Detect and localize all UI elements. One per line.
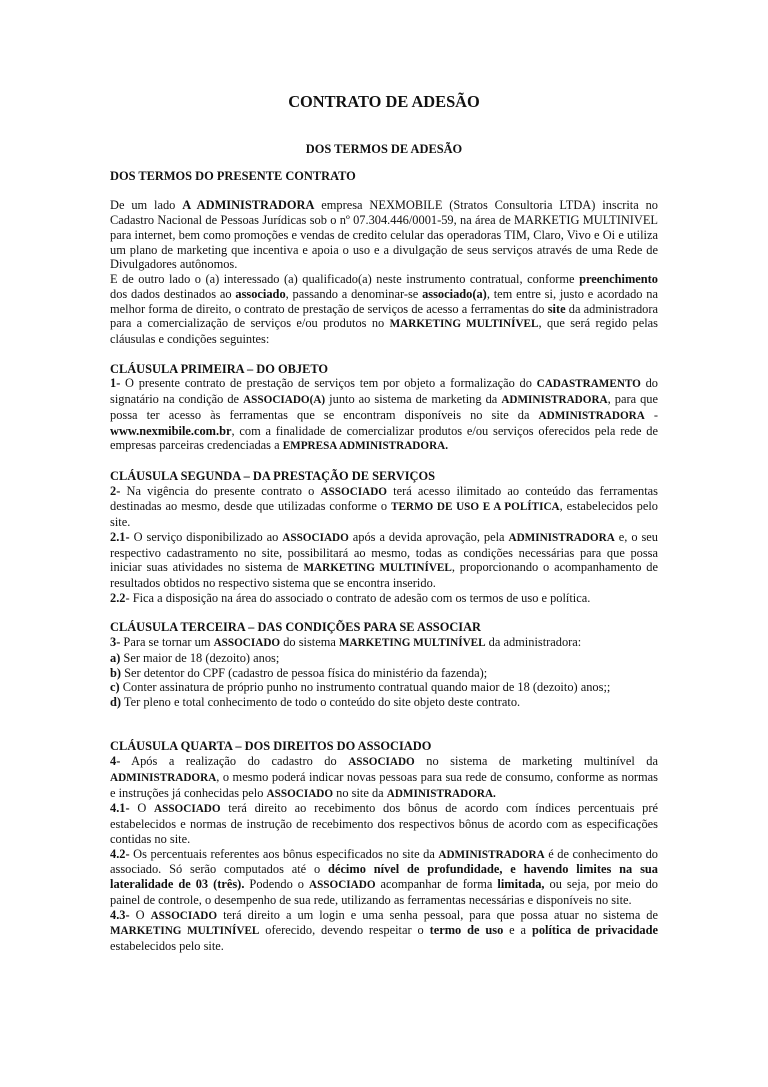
list-item: c) Conter assinatura de próprio punho no instrumento contratual quando maior de 18 (dezoito) anos;;	[110, 680, 611, 695]
clause-4-paragraph-2: 4.1- O ASSOCIADO terá direito ao recebimento dos bônus de acordo com índices percentuais pré estabelecidos e normas de instrução de recebimento dos respectivos bônus de acordo com as especificações contidas no site.	[110, 801, 658, 846]
clause-1-heading: CLÁUSULA PRIMEIRA – DO OBJETO	[110, 361, 329, 376]
clause-4-paragraph-4: 4.3- O ASSOCIADO terá direito a um login e uma senha pessoal, para que possa atuar no sistema de MARKETING MULTINÍVEL oferecido, devendo respeitar o termo de uso e a política de privacidade estabelecidos pelo site.	[110, 907, 658, 953]
list-item: a) Ser maior de 18 (dezoito) anos;	[110, 650, 280, 665]
contract-page	[110, 92, 658, 954]
document-subtitle: DOS TERMOS DE ADESÃO	[305, 142, 463, 156]
clause-2-paragraph-2: 2.1- O serviço disponibilizado ao ASSOCIADO após a devida aprovação, pela ADMINISTRADORA e, o seu respectivo cadastramento no site, possibilitará ao mesmo, todas as condições necessárias para que possa iniciar suas atividades no sistema de MARKETING MULTINÍVEL, proporcionando o acompanhamento de resultados obtidos no respectivo sistema que se encontra inserido.	[110, 529, 659, 590]
list-item: b) Ser detentor do CPF (cadastro de pessoa física do ministério da fazenda);	[110, 665, 488, 680]
document-title: CONTRATO DE ADESÃO	[288, 92, 480, 111]
intro-heading: DOS TERMOS DO PRESENTE CONTRATO	[110, 168, 356, 183]
clause-3-heading: CLÁUSULA TERCEIRA – DAS CONDIÇÕES PARA SE ASSOCIAR	[110, 620, 482, 635]
intro-paragraph-2: E de outro lado o (a) interessado (a) qualificado(a) neste instrumento contratual, conforme preenchimento dos dados destinados ao associado, passando a denominar-se associado(a), tem entre si, justo e acordado na melhor forma de direito, o contrato de prestação de serviços de acesso a ferramentas do site da administradora para a comercialização de serviços e/ou produtos no MARKETING MULTINÍVEL, que será regido pelas cláusulas e condições seguintes:	[110, 272, 658, 346]
clause-2-heading: CLÁUSULA SEGUNDA – DA PRESTAÇÃO DE SERVIÇOS	[110, 468, 435, 483]
clause-1-paragraph: 1- O presente contrato de prestação de serviços tem por objeto a formalização do CADASTRAMENTO do signatário na condição de ASSOCIADO(A) junto ao sistema de marketing da ADMINISTRADORA, para que possa ter acesso às ferramentas que se encontram disponíveis no site da ADMINISTRADORA - www.nexmibile.com.br, com a finalidade de comercializar produtos e/ou serviços oferecidos pela rede de empresas parceiras credenciadas a EMPRESA ADMINISTRADORA.	[110, 376, 658, 453]
clause-4-heading: CLÁUSULA QUARTA – DOS DIREITOS DO ASSOCIADO	[110, 739, 432, 754]
clause-2-paragraph-3: 2.2- Fica a disposição na área do associado o contrato de adesão com os termos de uso e política.	[110, 590, 591, 605]
clause-2-paragraph-1: 2- Na vigência do presente contrato o ASSOCIADO terá acesso ilimitado ao conteúdo das ferramentas destinadas ao mesmo, desde que utilizadas conforme o TERMO DE USO E A POLÍTICA, estabelecidos pelo site.	[110, 483, 658, 529]
clause-4-paragraph-1: 4- Após a realização do cadastro do ASSOCIADO no sistema de marketing multinível da ADMINISTRADORA, o mesmo poderá indicar novas pessoas para sua rede de consumo, conforme as normas e instruções já conhecidas pelo ASSOCIADO no site da ADMINISTRADORA.	[110, 754, 658, 800]
clause-3-paragraph: 3- Para se tornar um ASSOCIADO do sistema MARKETING MULTINÍVEL da administradora:	[110, 635, 582, 649]
list-item: d) Ter pleno e total conhecimento de todo o conteúdo do site objeto deste contrato.	[110, 695, 521, 709]
clause-4-paragraph-3: 4.2- Os percentuais referentes aos bônus especificados no site da ADMINISTRADORA é de conhecimento do associado. Só serão computados até o décimo nível de profundidade, e havendo limites na sua lateralidade de 03 (três). Podendo o ASSOCIADO acompanhar de forma limitada, ou seja, por meio do painel de controle, o desempenho de sua rede, utilizando as ferramentas necessárias e disponíveis no site.	[110, 846, 658, 907]
intro-paragraph-1: De um lado A ADMINISTRADORA empresa NEXMOBILE (Stratos Consultoria LTDA) inscrita no Cadastro Nacional de Pessoas Jurídicas sob o nº 07.304.446/0001-59, na área de MARKETIG MULTINIVEL para internet, bem como promoções e vendas de credito celular das operadoras TIM, Claro, Vivo e Oi e utiliza um plano de marketing que incentiva e apoia o uso e a divulgação de seus serviços através de uma Rede de Divulgadores autônomos.	[110, 198, 658, 272]
